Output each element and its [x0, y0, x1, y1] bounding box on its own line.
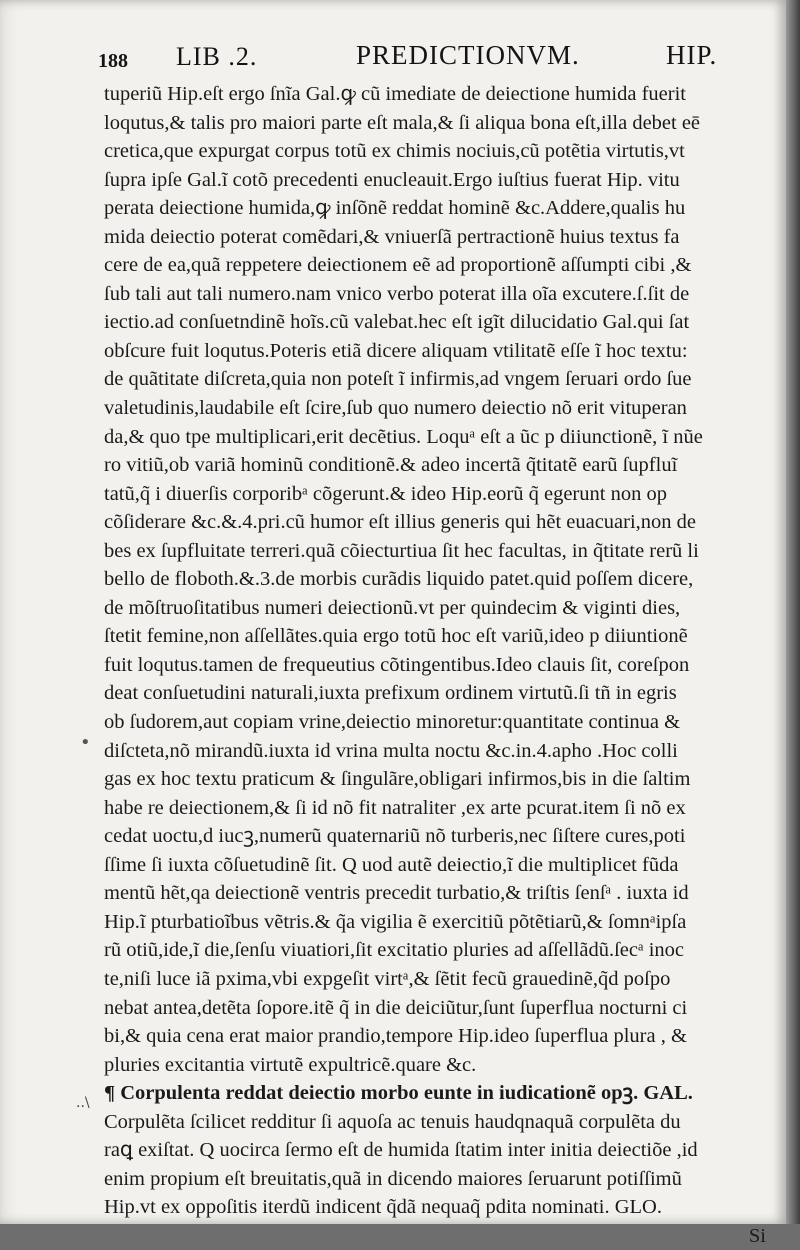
text-line: tuperiũ Hip.eſt ergo ſnĩa Gal.ꝙ cũ imediate de deiectione humida fuerit — [104, 83, 686, 105]
text-line: ſſime ſi iuxta cõſuetudinẽ ſit. Q uod autẽ deiectio,ĩ die multiplicet fũda — [104, 853, 679, 876]
commentary-line: Hip.vt ex oppoſitis iterdũ indicent q̃dã nequaq̃ pdita nominati. GLO. — [104, 1196, 662, 1219]
text-line: ſtetit femine,non aſſellãtes.quia ergo totũ hoc eſt variũ,ideo p diiuntionẽ — [104, 625, 688, 648]
text-line: loqutus,& talis pro maiori parte eſt mala,& ſi aliqua bona eſt,illa debet eē — [104, 111, 701, 134]
text-line: diſcteta,nõ mirandũ.iuxta id vrina multa noctu &c.in.4.apho .Hoc colli — [104, 739, 678, 762]
text-line: ſub tali aut tali numero.nam vnico verbo poterat illa oĩa excutere.ſ.ſit de — [104, 282, 690, 305]
text-line: nebat antea,detẽta ſopore.itẽ q̃ in die deiciũtur,ſunt ſuperflua nocturni ci — [104, 996, 688, 1019]
commentary-line: raꝗ exiſtat. Q uocirca ſermo eſt de humida ſtatim inter initia deiectiõe ,id — [104, 1139, 698, 1162]
text-line: cedat uoctu,d iucꝫ,numerũ quaternariũ nõ turberis,nec ſiſtere cures,poti — [104, 825, 686, 848]
text-line: da,& quo tpe multiplicari,erit decẽtius. Loquᵃ eſt a ũc p diiunctionẽ, ĩ nũe — [104, 425, 703, 448]
text-line: bes ex ſupfluitate terreri.quã cõiecturtiua ſit hec facultas, in q̃titate rerũ li — [104, 539, 699, 562]
text-line: te,niſi luce iã pxima,vbi expgeſit virtᵃ,& ſẽtit fecũ grauedinẽ,q̃d poſpo — [104, 967, 671, 990]
commentary-line: Corpulẽta ſcilicet redditur ſi aquoſa ac tenuis haudqnaquã corpulẽta du — [104, 1110, 681, 1133]
text-line: ob ſudorem,aut copiam vrine,deiectio minoretur:quantitate continua & — [104, 711, 681, 734]
catchword: Si — [748, 1224, 766, 1247]
text-line: bello de floboth.&.3.de morbis curãdis liquido patet.quid poſſem dicere, — [104, 568, 694, 591]
margin-mark: ..\ — [76, 1095, 90, 1111]
book-label: LIB .2. — [176, 42, 258, 71]
text-line: obſcure fuit loqutus.Poteris etiã dicere aliquam vtilitatẽ eſſe ĩ hoc textu: — [104, 339, 688, 362]
text-line: mentũ hẽt,qa deiectionẽ ventris precedit turbatio,& triſtis ſenſᵃ . iuxta id — [104, 882, 689, 905]
text-line: bi,& quia cena erat maior prandio,tempore Hip.ideo ſuperflua plura , & — [104, 1025, 687, 1048]
text-line: ro vitiũ,ob variã hominũ conditionẽ.& adeo incertã q̃titatẽ earũ ſupfluĩ — [104, 454, 678, 477]
page-number: 188 — [98, 50, 128, 72]
text-line: de mõſtruoſitatibus numeri deiectionũ.vt per quindecim & viginti dies, — [104, 596, 681, 619]
running-title: PREDICTIONVM. — [356, 40, 580, 70]
text-line: gas ex hoc textu praticum & ſingulãre,obligari infirmos,bis in die ſaltim — [104, 768, 691, 791]
text-line: pluries excitantia virtutẽ expultricẽ.quare &c. — [104, 1053, 477, 1076]
text-line: de quãtitate diſcreta,quia non poteſt ĩ infirmis,ad vngem ſeruari ordo ſue — [104, 368, 692, 391]
text-line: mida deiectio poterat comẽdari,& vniuerſã pertractionẽ huius textus fa — [104, 225, 680, 248]
text-line: valetudinis,laudabile eſt ſcire,ſub quo numero deiectio nõ erit vituperan — [104, 397, 687, 420]
text-line: rũ otiũ,ide,ĩ die,ſenſu viuatiori,ſit excitatio pluries ad aſſellãdũ.ſecᵃ inoc — [104, 939, 685, 962]
text-line: habe re deiectionem,& ſi id nõ fit natraliter ,ex arte pcurat.item ſi nõ ex — [104, 796, 686, 819]
lemma-heading: ¶ Corpulenta reddat deiectio morbo eunte in iudicationẽ opꝫ. GAL. — [104, 1082, 693, 1105]
text-line: cere de ea,quã reppetere deiectionem eẽ ad proportionẽ aſſumpti cibi ,& — [104, 254, 692, 277]
commentary-line: enim propium eſt breuitatis,quã in dicendo maiores ſeruarunt potiſſimũ — [104, 1167, 682, 1190]
text-line: cõſiderare &c.&.4.pri.cũ humor eſt illius generis qui hẽt euacuari,non de — [104, 511, 697, 534]
text-line: tatũ,q̃ i diuerſis corporibᵃ cõgerunt.& ideo Hip.eorũ q̃ egerunt non op — [104, 482, 667, 505]
text-line: Hip.ĩ pturbatioĩbus vẽtris.& q̃a vigilia ẽ exercitiũ põtẽtiarũ,& ſomnᵃipſa — [104, 910, 687, 933]
text-block — [104, 80, 766, 1250]
text-line: ſupra ipſe Gal.ĩ cotõ precedenti enucleauit.Ergo iuſtius fuerat Hip. vitu — [104, 168, 680, 191]
text-line: iectio.ad conſuetndinẽ hoĩs.cũ valebat.hec eſt igĩt dilucidatio Gal.qui ſat — [104, 311, 690, 334]
page-edge-shadow — [786, 0, 800, 1224]
text-line: deat conſuetudini naturali,iuxta prefixum ordinem virtutũ.ſi tñ in egris — [104, 682, 677, 705]
text-line: cretica,que expurgat corpus totũ ex chimis nociuis,cũ potẽtia virtutis,vt — [104, 140, 685, 163]
text-line: fuit loqutus.tamen de frequeutius cõtingentibus.Ideo clauis ſit, coreſpon — [104, 653, 690, 676]
margin-dot: • — [80, 732, 91, 753]
text-line: perata deiectione humida,ꝙ inſõnẽ reddat hominẽ &c.Addere,qualis hu — [104, 197, 686, 220]
author-label: HIP. — [666, 40, 718, 70]
running-header — [98, 38, 758, 78]
